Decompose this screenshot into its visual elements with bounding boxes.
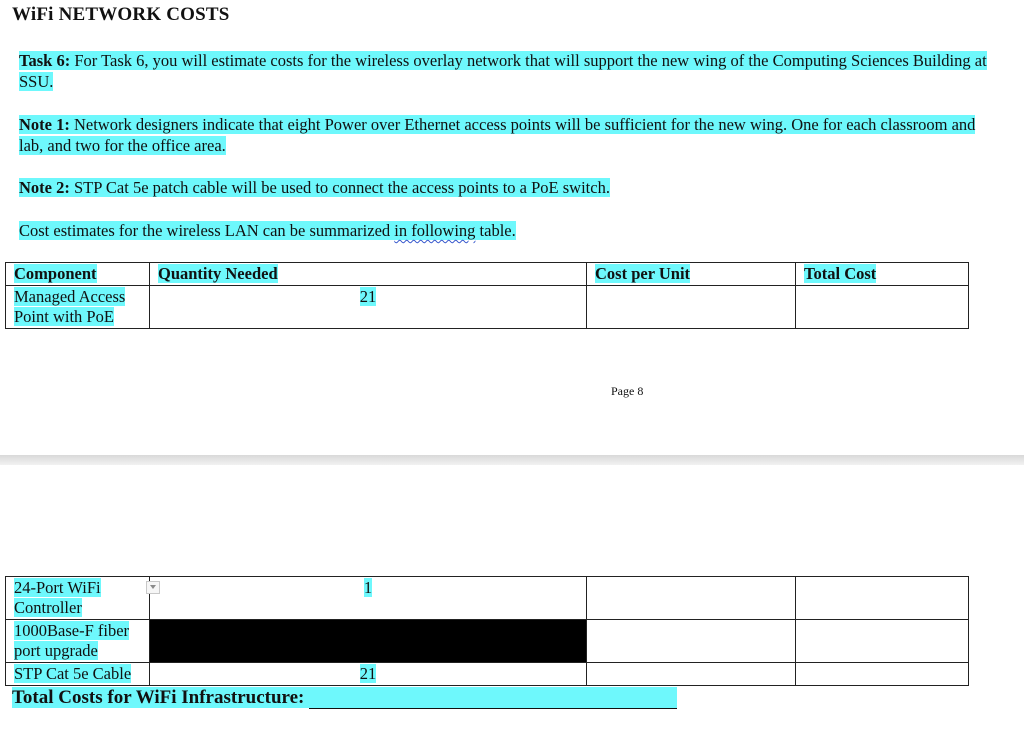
table-row	[6, 663, 969, 686]
table-header-row	[6, 263, 969, 286]
task-paragraph	[19, 50, 994, 92]
header-total-cost: Total Cost	[796, 263, 969, 286]
cell-component[interactable]: 24-Port WiFi Controller	[6, 577, 150, 620]
cell-component[interactable]: STP Cat 5e Cable	[6, 663, 150, 686]
document-page-2	[0, 465, 1024, 743]
note2-label: Note 2:	[19, 178, 70, 197]
cell-cost-per-unit[interactable]	[587, 577, 796, 620]
redacted-cell	[150, 620, 587, 663]
total-costs-line	[12, 687, 677, 709]
header-cost-per-unit: Cost per Unit	[587, 263, 796, 286]
note2-paragraph	[19, 177, 994, 198]
summary-text-after: table.	[475, 221, 516, 240]
page-separator	[0, 455, 1024, 465]
total-costs-label: Total Costs for WiFi Infrastructure:	[12, 687, 305, 708]
table-row	[6, 577, 969, 620]
cell-component[interactable]: 1000Base-F fiber port upgrade	[6, 620, 150, 663]
title-text: WiFi NETWORK COSTS	[12, 4, 230, 25]
cell-quantity[interactable]: 21	[150, 663, 587, 686]
header-quantity: Quantity Needed	[150, 263, 587, 286]
dropdown-icon[interactable]	[146, 581, 160, 594]
cell-cost-per-unit[interactable]	[587, 663, 796, 686]
cell-cost-per-unit[interactable]	[587, 286, 796, 329]
document-title	[12, 4, 230, 26]
note1-paragraph	[19, 114, 994, 156]
cell-total-cost[interactable]	[796, 577, 969, 620]
note1-label: Note 1:	[19, 115, 70, 134]
task-text: For Task 6, you will estimate costs for the wireless overlay network that will support the new wing of the Computing Sciences Building at SSU.	[19, 51, 987, 91]
spelling-flag[interactable]: in following	[394, 221, 476, 240]
header-component: Component	[6, 263, 150, 286]
cell-total-cost[interactable]	[796, 286, 969, 329]
cell-cost-per-unit[interactable]	[587, 620, 796, 663]
cell-quantity[interactable]: 1	[150, 577, 587, 620]
cell-total-cost[interactable]	[796, 663, 969, 686]
summary-paragraph	[19, 220, 994, 241]
cell-total-cost[interactable]	[796, 620, 969, 663]
summary-text-before: Cost estimates for the wireless LAN can be summarized	[19, 221, 395, 240]
cost-table-part2	[5, 576, 969, 686]
note2-text: STP Cat 5e patch cable will be used to connect the access points to a PoE switch.	[69, 178, 610, 197]
cost-table-part1	[5, 262, 969, 329]
table-row	[6, 286, 969, 329]
cell-quantity[interactable]: 21	[150, 286, 587, 329]
cell-component[interactable]: Managed Access Point with PoE	[6, 286, 150, 329]
note1-text: Network designers indicate that eight Power over Ethernet access points will be sufficient for the new wing. One for each classroom and lab, and two for the office area.	[19, 115, 976, 155]
total-costs-blank[interactable]	[309, 688, 677, 709]
page-number: Page 8	[611, 384, 644, 398]
task-label: Task 6:	[19, 51, 71, 70]
table-row	[6, 620, 969, 663]
